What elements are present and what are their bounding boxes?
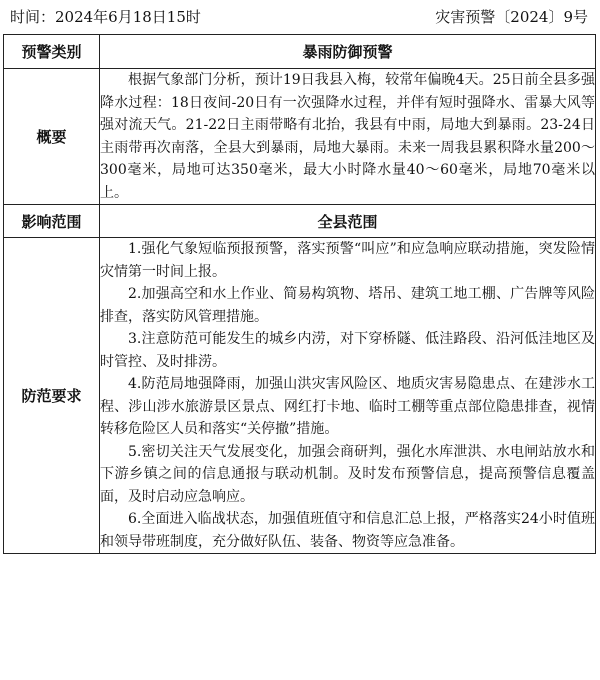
document-header	[0, 0, 600, 34]
requirement-item: 4.防范局地强降雨，加强山洪灾害风险区、地质灾害易隐患点、在建涉水工程、涉山涉水旅游景区景点、网红打卡地、临时工棚等重点部位隐患排查，视情转移危险区人员和落实“关停撤”措施。	[100, 376, 595, 437]
impact-scope-label: 影响范围	[4, 205, 100, 238]
overview-row	[4, 69, 596, 205]
warning-table	[3, 34, 596, 554]
requirements-cell	[100, 238, 596, 554]
requirement-item: 5.密切关注天气发展变化，加强会商研判，强化水库泄洪、水电闸站放水和下游乡镇之间的信息通报与联动机制。及时发布预警信息，提高预警信息覆盖面，及时启动应急响应。	[100, 443, 595, 505]
issue-time: 时间：2024年6月18日15时	[10, 8, 201, 26]
requirement-item: 6.全面进入临战状态，加强值班值守和信息汇总上报，严格落实24小时值班和领导带班制度，充分做好队伍、装备、物资等应急准备。	[100, 511, 595, 550]
requirements-label: 防范要求	[4, 238, 100, 554]
overview-label: 概要	[4, 69, 100, 205]
warning-type-label: 预警类别	[4, 35, 100, 69]
requirements-row	[4, 238, 596, 554]
requirement-item: 3.注意防范可能发生的城乡内涝，对下穿桥隧、低洼路段、沿河低洼地区及时管控、及时排涝。	[100, 331, 595, 370]
overview-cell	[100, 69, 596, 205]
overview-text: 根据气象部门分析，预计19日我县入梅，较常年偏晚4天。25日前全县多强降水过程：18日夜间-20日有一次强降水过程，并伴有短时强降水、雷暴大风等强对流天气。21-22日主雨带略有北抬，我县有中雨，局地大到暴雨。23-24日主雨带再次南落，全县大到暴雨，局地大暴雨。未来一周我县累积降水量200～300毫米，局地可达350毫米，最大小时降水量40～60毫米，局地70毫米以上。	[100, 72, 595, 201]
impact-scope-row	[4, 205, 596, 238]
impact-scope-value: 全县范围	[100, 205, 596, 238]
requirement-item: 2.加强高空和水上作业、简易构筑物、塔吊、建筑工地工棚、广告牌等风险排查，落实防风管理措施。	[100, 286, 595, 325]
warning-type-row	[4, 35, 596, 69]
warning-type-value: 暴雨防御预警	[100, 35, 596, 69]
document-number: 灾害预警〔2024〕9号	[435, 8, 588, 26]
requirement-item: 1.强化气象短临预报预警，落实预警“叫应”和应急响应联动措施，突发险情灾情第一时间上报。	[100, 241, 595, 280]
